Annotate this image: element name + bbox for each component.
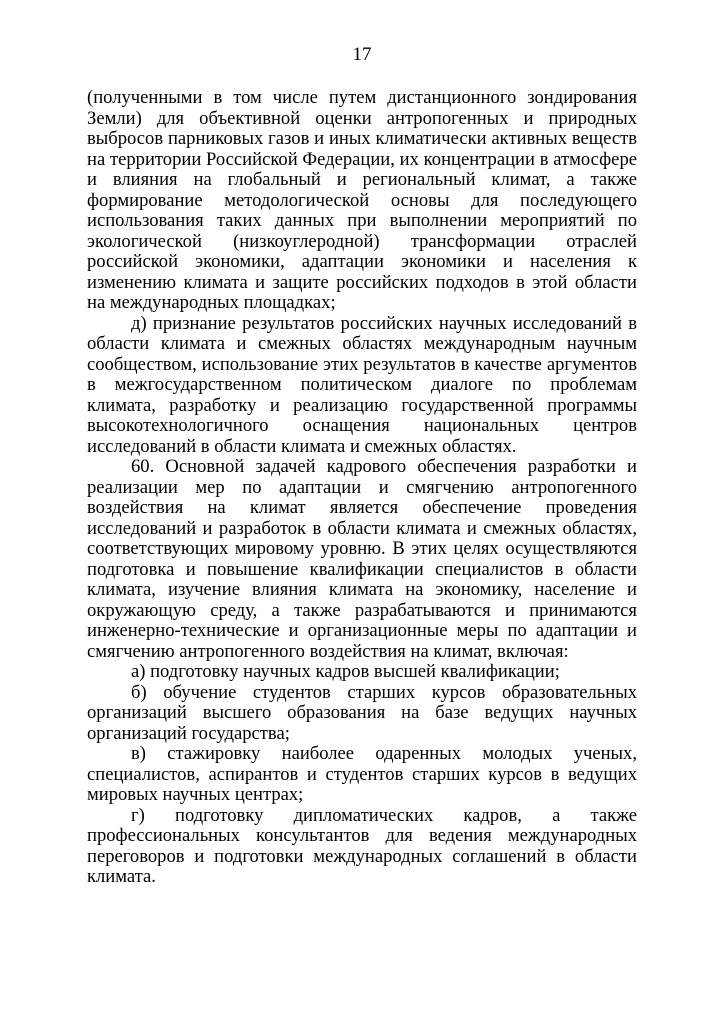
paragraph-item-g: г) подготовку дипломатических кадров, а также профессиональных консультантов для ведения международных переговоров и подготовки международных соглашений в области климата. bbox=[87, 804, 637, 887]
document-body bbox=[87, 88, 637, 888]
paragraph-item-b: б) обучение студентов старших курсов образовательных организаций высшего образования на базе ведущих научных организаций государства; bbox=[87, 681, 637, 744]
paragraph-continuation: (полученными в том числе путем дистанционного зондирования Земли) для объективной оценки антропогенных и природных выбросов парниковых газов и иных климатически активных веществ на территории Российской Федерации, их концентрации в атмосфере и влияния на глобальный и региональный климат, а также формирование методологической основы для последующего использования таких данных при выполнении мероприятий по экологической (низкоуглеродной) трансформации отраслей российской экономики, адаптации экономики и населения к изменению климата и защите российских подходов в этой области на международных площадках; bbox=[87, 87, 637, 313]
paragraph-item-a: а) подготовку научных кадров высшей квалификации; bbox=[131, 661, 560, 682]
paragraph-item-v: в) стажировку наиболее одаренных молодых ученых, специалистов, аспирантов и студентов старших курсов в ведущих мировых научных центрах; bbox=[87, 743, 637, 805]
page-number: 17 bbox=[352, 44, 372, 65]
paragraph-section-60: 60. Основной задачей кадрового обеспечения разработки и реализации мер по адаптации и смягчению антропогенного воздействия на климат является обеспечение проведения исследований и разработок в области климата и смежных областях, соответствующих мировому уровню. В этих целях осуществляются подготовка и повышение квалификации специалистов в области климата, изучение влияния климата на экономику, население и окружающую среду, а также разрабатываются и принимаются инженерно-технические и организационные меры по адаптации и смягчению антропогенного воздействия на климат, включая: bbox=[87, 456, 637, 662]
paragraph-item-d: д) признание результатов российских научных исследований в области климата и смежных областях международным научным сообществом, использование этих результатов в качестве аргументов в межгосударственном политическом диалоге по проблемам климата, разработку и реализацию государственной программы высокотехнологичного оснащения национальных центров исследований в области климата и смежных областях. bbox=[87, 312, 637, 457]
